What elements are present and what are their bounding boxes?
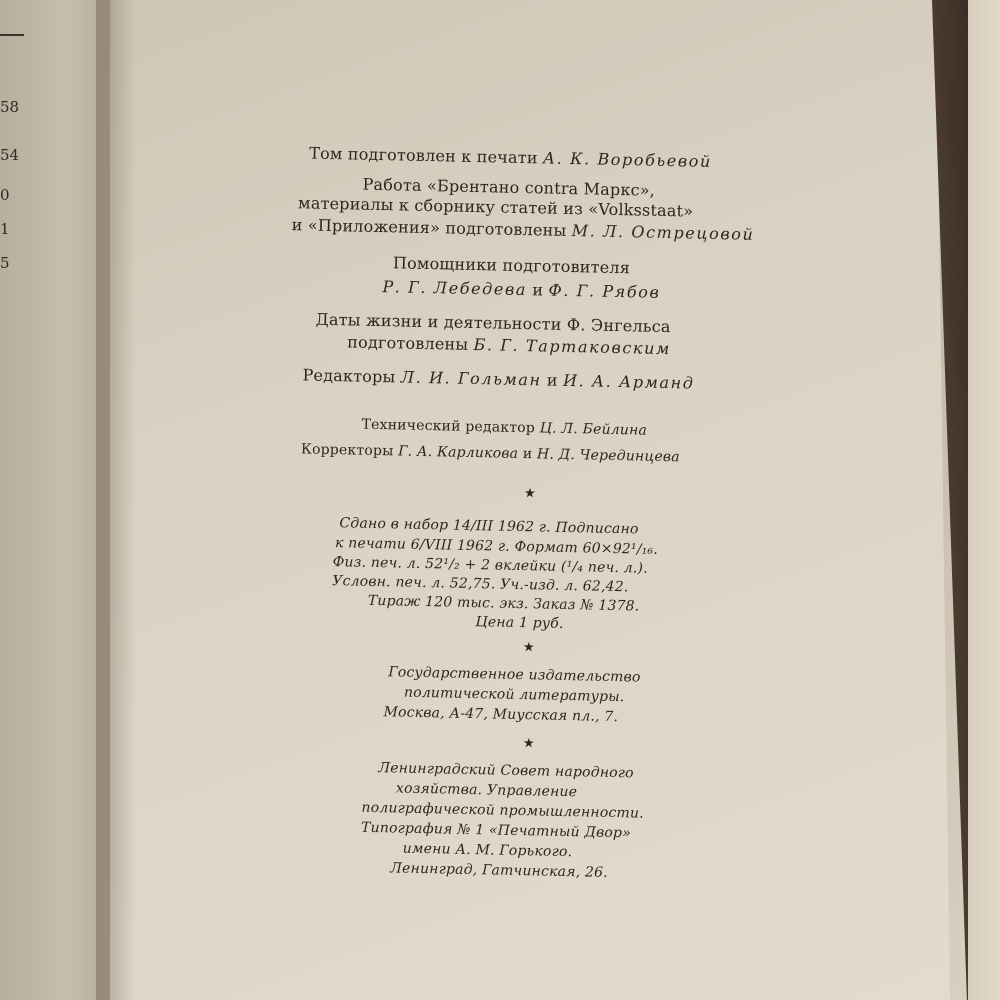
credit-name: Р. Г. Лебедева: [382, 277, 528, 300]
credit-role: и «Приложения» подготовлены: [291, 215, 567, 240]
technical-credit-line: [301, 439, 680, 467]
credit-name: Ц. Л. Бейлина: [539, 420, 648, 439]
credit-line: [302, 365, 694, 393]
credit-line: [309, 144, 712, 172]
left-page-number: 58: [0, 98, 20, 116]
print-info-line: Тираж 120 тыс. экз. Заказ № 1378.: [367, 592, 640, 615]
credit-role: Корректоры: [300, 441, 394, 460]
publisher-line: Москва, А-47, Миусская пл., 7.: [383, 704, 619, 726]
credit-role: Том подготовлен к печати: [309, 143, 538, 168]
printer-line: полиграфической промышленности.: [361, 799, 644, 822]
technical-credit-line: [361, 415, 647, 441]
credit-conjunction: и: [546, 370, 558, 390]
separator-star-icon: ★: [522, 736, 535, 752]
print-info-line: к печати 6/VIII 1962 г. Формат 60×92¹/₁₆.: [334, 535, 659, 558]
credit-role: подготовлены: [347, 332, 469, 354]
credit-role: Редакторы: [302, 365, 396, 387]
credit-name: И. А. Арманд: [562, 370, 695, 393]
print-info-line: Сдано в набор 14/III 1962 г. Подписано: [339, 515, 639, 538]
printer-line: хозяйства. Управление: [395, 780, 578, 801]
print-info-line: Цена 1 руб.: [475, 614, 564, 632]
publisher-line: политической литературы.: [403, 684, 625, 706]
credit-name: Б. Г. Тартаковским: [473, 334, 672, 359]
left-page-number: 54: [0, 146, 20, 164]
credit-name: Г. А. Карликова: [397, 443, 519, 462]
credit-line: [382, 277, 660, 303]
printer-line: Типография № 1 «Печатный Двор»: [360, 819, 632, 842]
separator-star-icon: ★: [522, 640, 535, 656]
credit-name: А. К. Воробьевой: [542, 148, 713, 171]
credit-name: Ф. Г. Рябов: [548, 280, 661, 302]
credit-name: М. Л. Острецовой: [571, 221, 755, 244]
left-page-number: 0: [0, 186, 10, 204]
credit-name: Л. И. Гольман: [400, 367, 542, 390]
credit-line: [347, 332, 671, 359]
printer-line: Ленинград, Гатчинская, 26.: [390, 860, 608, 881]
credit-line: [393, 253, 630, 278]
credit-conjunction: и: [522, 446, 533, 463]
credit-role: Помощники подготовителя: [392, 253, 631, 278]
credit-conjunction: и: [532, 280, 544, 300]
credit-name: Н. Д. Черединцева: [536, 446, 680, 466]
print-info-line: Физ. печ. л. 52¹/₂ + 2 вклейки (¹/₄ печ. л.).: [332, 554, 649, 577]
credit-role: Даты жизни и деятельности Ф. Энгельса: [315, 309, 671, 337]
printer-line: имени А. М. Горького.: [402, 840, 573, 861]
separator-star-icon: ★: [523, 486, 536, 502]
left-page-number: 5: [0, 254, 10, 272]
credit-role: Работа «Брентано contra Маркс»,: [362, 174, 656, 200]
print-info-line: Условн. печ. л. 52,75. Уч.-изд. л. 62,42.: [332, 573, 629, 596]
credit-role: Технический редактор: [361, 416, 536, 437]
printer-line: Ленинградский Совет народного: [378, 760, 634, 782]
left-page-number: 1: [0, 220, 10, 238]
publisher-line: Государственное издательство: [388, 664, 641, 686]
credit-role: материалы к сборнику статей из «Volksstaat»: [297, 193, 694, 221]
